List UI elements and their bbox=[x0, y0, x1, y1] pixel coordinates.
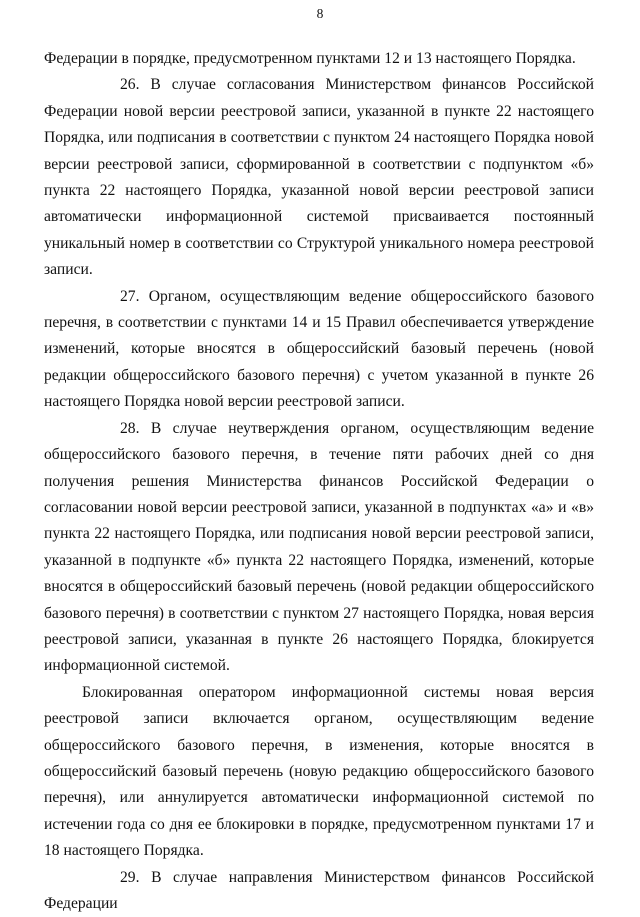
paragraph-28 bbox=[44, 416, 594, 680]
paragraph-text: Органом, осуществляющим ведение общероссийского базового перечня, в соответствии с пунктами 14 и 15 Правил обеспечивается утверждение изменений, которые вносятся в общероссийский базовый перечень (новой редакции общероссийского базового перечня) с учетом указанной в пункте 26 настоящего Порядка новой версии реестровой записи. bbox=[44, 287, 595, 411]
paragraph-number: 28. bbox=[120, 419, 140, 437]
paragraph-text: В случае согласования Министерством финансов Российской Федерации новой версии реестровой записи, указанной в пункте 22 настоящего Порядка, или подписания в соответствии с пунктом 24 настоящего Порядка новой версии реестровой записи, сформированной в соответствии с подпунктом «б» пункта 22 настоящего Порядка, указанной новой версии реестровой записи автоматически информационной системой присваивается постоянный уникальный номер в соответствии со Структурой уникального номера реестровой записи. bbox=[44, 76, 594, 279]
paragraph-27 bbox=[44, 284, 594, 416]
paragraph-text: В случае неутверждения органом, осуществляющим ведение общероссийского базового перечня, в течение пяти рабочих дней со дня получения решения Министерства финансов Российской Федерации о согласовании новой версии реестровой записи, указанной в подпунктах «а» и «в» пункта 22 настоящего Порядка, или подписания новой версии реестровой записи, указанной в подпункте «б» пункта 22 настоящего Порядка, изменений, которые вносятся в общероссийский базовый перечень (новой редакции общероссийского базового перечня) в соответствии с пунктом 27 настоящего Порядка, новая версия реестровой записи, указанная в пункте 26 настоящего Порядка, блокируется информационной системой. bbox=[44, 419, 594, 675]
paragraph-26 bbox=[44, 72, 594, 283]
paragraph-number: 29. bbox=[120, 868, 140, 886]
paragraph-text: Федерации в порядке, предусмотренном пунктами 12 и 13 настоящего Порядка. bbox=[44, 50, 576, 67]
document-body bbox=[44, 46, 594, 917]
paragraph-28-continued bbox=[44, 680, 594, 865]
page-number: 8 bbox=[316, 6, 324, 21]
paragraph-text: В случае направления Министерством финансов Российской Федерации bbox=[44, 868, 594, 912]
paragraph-number: 27. bbox=[120, 287, 140, 305]
paragraph-continuation bbox=[44, 46, 594, 72]
paragraph-29 bbox=[44, 865, 594, 917]
paragraph-number: 26. bbox=[120, 76, 140, 94]
paragraph-text: Блокированная оператором информационной системы новая версия реестровой записи включается органом, осуществляющим ведение общероссийского базового перечня, в изменения, которые вносятся в общероссийский базовый перечень (новую редакцию общероссийского базового перечня), или аннулируется автоматически информационной системой по истечении года со дня ее блокировки в порядке, предусмотренном пунктами 17 и 18 настоящего Порядка. bbox=[44, 683, 594, 860]
